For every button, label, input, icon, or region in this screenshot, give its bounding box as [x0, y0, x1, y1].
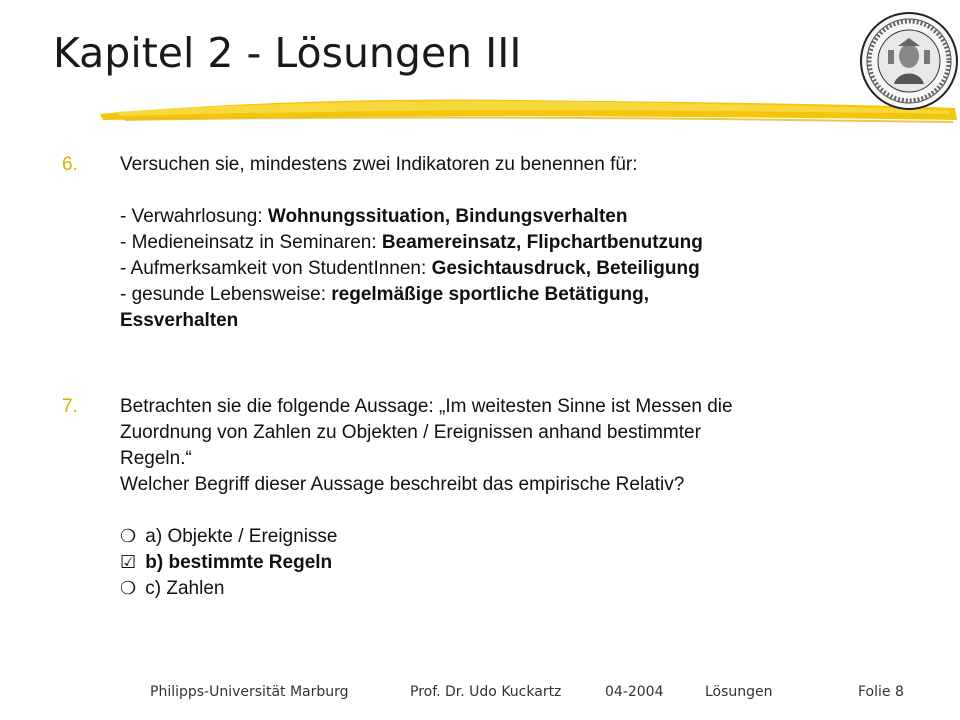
- indicator-item-continuation: Essverhalten: [120, 310, 239, 331]
- statement-line: Regeln.“: [120, 448, 192, 469]
- radio-empty-icon: ❍: [120, 526, 137, 547]
- footer-date: 04-2004: [605, 684, 664, 700]
- option-label: b) bestimmte Regeln: [145, 552, 333, 573]
- slide-footer: [0, 684, 960, 706]
- indicator-answer: regelmäßige sportliche Betätigung,: [331, 284, 650, 305]
- question-number: 6.: [62, 154, 78, 175]
- question-7: [62, 394, 912, 602]
- indicator-answer: Gesichtausdruck, Beteiligung: [431, 258, 700, 279]
- checkbox-checked-icon: ☑: [120, 552, 137, 573]
- question-6: [62, 152, 912, 334]
- question-number: 7.: [62, 396, 78, 417]
- footer-slide-number: Folie 8: [858, 684, 904, 700]
- option-label: c) Zahlen: [145, 578, 225, 599]
- statement-line: Zuordnung von Zahlen zu Objekten / Ereignissen anhand bestimmter: [120, 422, 701, 443]
- footer-section: Lösungen: [705, 684, 773, 700]
- indicator-item: - Medieneinsatz in Seminaren: Beamereinsatz, Flipchartbenutzung: [120, 232, 703, 253]
- slide-title: Kapitel 2 - Lösungen III: [53, 29, 522, 77]
- question-prompt: Versuchen sie, mindestens zwei Indikatoren zu benennen für:: [120, 154, 638, 175]
- title-underline-swoosh: [95, 90, 960, 130]
- option-label: a) Objekte / Ereignisse: [145, 526, 338, 547]
- university-seal-icon: [858, 10, 960, 112]
- indicator-answer: Beamereinsatz, Flipchartbenutzung: [381, 232, 703, 253]
- radio-empty-icon: ❍: [120, 578, 137, 599]
- question-text: Welcher Begriff dieser Aussage beschreibt das empirische Relativ?: [120, 474, 685, 495]
- footer-author: Prof. Dr. Udo Kuckartz: [410, 684, 562, 700]
- indicator-item: - gesunde Lebensweise: regelmäßige sportliche Betätigung,: [120, 284, 650, 305]
- indicator-answer: Wohnungssituation, Bindungsverhalten: [267, 206, 628, 227]
- option-c[interactable]: [120, 576, 912, 602]
- indicator-item: - Verwahrlosung: Wohnungssituation, Bindungsverhalten: [120, 206, 628, 227]
- option-b[interactable]: [120, 550, 912, 576]
- footer-university: Philipps-Universität Marburg: [150, 684, 349, 700]
- option-a[interactable]: [120, 524, 912, 550]
- indicator-item: - Aufmerksamkeit von StudentInnen: Gesichtausdruck, Beteiligung: [120, 258, 700, 279]
- statement-line: Betrachten sie die folgende Aussage: „Im weitesten Sinne ist Messen die: [120, 396, 733, 417]
